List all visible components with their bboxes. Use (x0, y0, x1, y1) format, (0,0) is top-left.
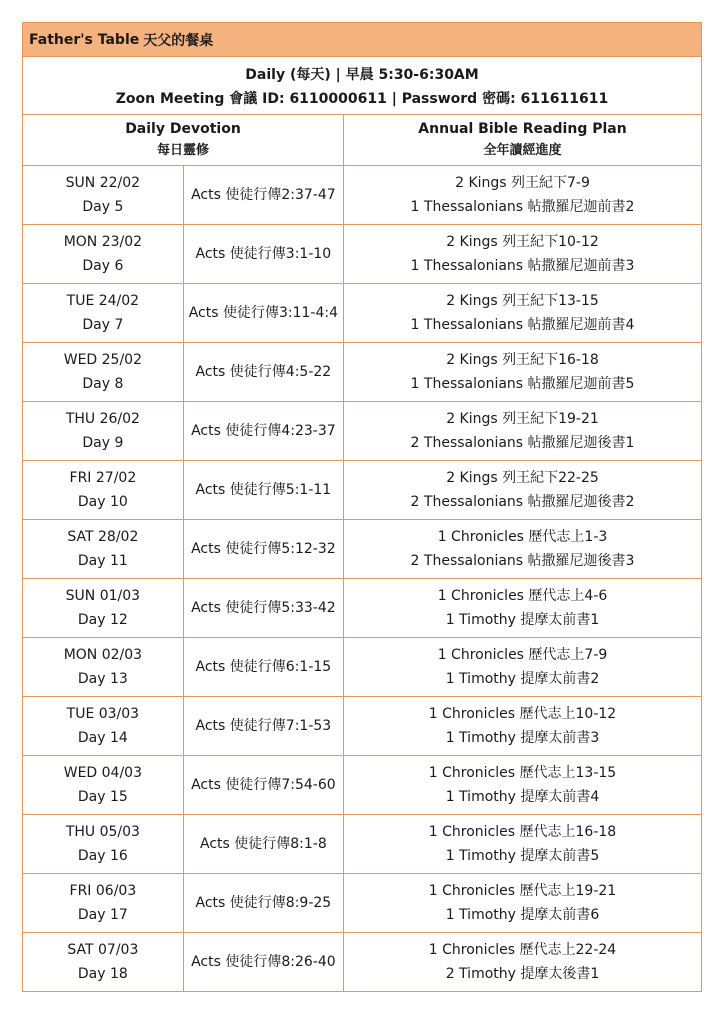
table-row (23, 579, 701, 638)
devotion-cell (183, 638, 343, 697)
date-label: THU 05/03 (65, 824, 140, 840)
reading-plan-cell (344, 638, 702, 697)
date-label: SAT 28/02 (67, 529, 139, 545)
date-label: MON 23/02 (63, 234, 143, 250)
reading-plan-ot: 2 Kings 列王紀下13-15 (446, 293, 599, 309)
devotion-passage: Acts 使徒行傳5:12-32 (191, 541, 336, 557)
reading-plan-ot: 2 Kings 列王紀下22-25 (446, 470, 599, 486)
date-cell (23, 697, 183, 756)
devotion-cell (183, 461, 343, 520)
devotion-passage: Acts 使徒行傳3:1-10 (195, 246, 332, 262)
date-cell (23, 933, 183, 992)
devotion-passage: Acts 使徒行傳6:1-15 (195, 659, 332, 675)
reading-plan-ot: 1 Chronicles 歷代志上10-12 (428, 706, 617, 722)
date-cell (23, 638, 183, 697)
date-cell (23, 579, 183, 638)
reading-plan-cell (344, 815, 702, 874)
schedule-table (23, 115, 701, 991)
reading-plan-cell (344, 579, 702, 638)
reading-plan-ot: 1 Chronicles 歷代志上13-15 (428, 765, 617, 781)
devotion-passage: Acts 使徒行傳4:23-37 (191, 423, 336, 439)
devotion-passage: Acts 使徒行傳7:54-60 (191, 777, 336, 793)
date-cell (23, 343, 183, 402)
devotion-passage: Acts 使徒行傳8:9-25 (195, 895, 332, 911)
reading-plan-cell (344, 343, 702, 402)
table-row (23, 815, 701, 874)
devotion-cell (183, 815, 343, 874)
date-label: TUE 03/03 (66, 706, 140, 722)
date-label: SUN 22/02 (65, 175, 141, 191)
reading-plan-nt: 1 Thessalonians 帖撒羅尼迦前書4 (410, 317, 635, 333)
day-label: Day 9 (82, 435, 124, 451)
reading-plan-nt: 2 Timothy 提摩太後書1 (445, 966, 600, 982)
reading-plan-ot: 1 Chronicles 歷代志上16-18 (428, 824, 617, 840)
reading-plan-cell (344, 874, 702, 933)
date-label: WED 04/03 (63, 765, 142, 781)
date-cell (23, 874, 183, 933)
table-row (23, 638, 701, 697)
reading-plan-nt: 1 Timothy 提摩太前書3 (445, 730, 600, 746)
reading-plan-ot: 1 Chronicles 歷代志上22-24 (428, 942, 617, 958)
table-header-row (23, 115, 701, 166)
header-daily-devotion (23, 115, 344, 166)
date-cell (23, 225, 183, 284)
reading-plan-nt: 1 Timothy 提摩太前書1 (445, 612, 600, 628)
day-label: Day 15 (77, 789, 128, 805)
reading-plan-ot: 1 Chronicles 歷代志上1-3 (437, 529, 608, 545)
header-plan-zh: 全年讀經進度 (483, 143, 562, 158)
date-label: FRI 27/02 (69, 470, 137, 486)
table-row (23, 225, 701, 284)
reading-plan-ot: 1 Chronicles 歷代志上19-21 (428, 883, 617, 899)
day-label: Day 13 (77, 671, 128, 687)
reading-plan-cell (344, 402, 702, 461)
date-label: SAT 07/03 (67, 942, 139, 958)
devotion-cell (183, 402, 343, 461)
reading-plan-ot: 2 Kings 列王紀下10-12 (446, 234, 599, 250)
devotion-passage: Acts 使徒行傳8:26-40 (191, 954, 336, 970)
date-label: FRI 06/03 (69, 883, 137, 899)
date-label: MON 02/03 (63, 647, 143, 663)
meeting-info (23, 57, 701, 115)
reading-plan-ot: 2 Kings 列王紀下7-9 (455, 175, 590, 191)
reading-plan-nt: 1 Thessalonians 帖撒羅尼迦前書3 (410, 258, 635, 274)
date-cell (23, 815, 183, 874)
header-devotion-en: Daily Devotion (125, 121, 241, 137)
reading-plan-nt: 1 Thessalonians 帖撒羅尼迦前書5 (410, 376, 635, 392)
table-row (23, 520, 701, 579)
reading-plan-cell (344, 284, 702, 343)
devotion-passage: Acts 使徒行傳7:1-53 (195, 718, 332, 734)
devotion-cell (183, 343, 343, 402)
date-label: THU 26/02 (65, 411, 140, 427)
reading-plan-nt: 1 Timothy 提摩太前書4 (445, 789, 600, 805)
reading-plan-nt: 1 Timothy 提摩太前書6 (445, 907, 600, 923)
reading-plan-nt: 1 Timothy 提摩太前書2 (445, 671, 600, 687)
day-label: Day 6 (82, 258, 124, 274)
table-row (23, 874, 701, 933)
date-label: SUN 01/03 (65, 588, 141, 604)
table-row (23, 343, 701, 402)
reading-plan-nt: 1 Timothy 提摩太前書5 (445, 848, 600, 864)
reading-plan-ot: 1 Chronicles 歷代志上7-9 (437, 647, 608, 663)
day-label: Day 16 (77, 848, 128, 864)
day-label: Day 8 (82, 376, 124, 392)
devotion-cell (183, 874, 343, 933)
reading-plan-nt: 2 Thessalonians 帖撒羅尼迦後書1 (410, 435, 635, 451)
date-cell (23, 520, 183, 579)
day-label: Day 11 (77, 553, 128, 569)
date-label: WED 25/02 (63, 352, 142, 368)
table-row (23, 284, 701, 343)
header-devotion-zh: 每日靈修 (156, 143, 209, 158)
day-label: Day 18 (77, 966, 128, 982)
day-label: Day 10 (77, 494, 128, 510)
reading-plan-cell (344, 756, 702, 815)
title-zh: 天父的餐桌 (143, 32, 214, 49)
devotion-passage: Acts 使徒行傳8:1-8 (199, 836, 327, 852)
reading-plan-ot: 2 Kings 列王紀下19-21 (446, 411, 599, 427)
header-plan-en: Annual Bible Reading Plan (418, 121, 627, 137)
reading-plan-cell (344, 461, 702, 520)
devotion-passage: Acts 使徒行傳5:1-11 (195, 482, 332, 498)
reading-schedule-sheet (22, 22, 702, 992)
meeting-time: Daily (每天) | 早晨 5:30-6:30AM (245, 66, 479, 83)
reading-plan-nt: 2 Thessalonians 帖撒羅尼迦後書2 (410, 494, 635, 510)
devotion-cell (183, 579, 343, 638)
devotion-passage: Acts 使徒行傳3:11-4:4 (188, 305, 339, 321)
reading-plan-cell (344, 520, 702, 579)
reading-plan-cell (344, 933, 702, 992)
table-row (23, 697, 701, 756)
table-row (23, 756, 701, 815)
reading-plan-cell (344, 697, 702, 756)
devotion-cell (183, 697, 343, 756)
devotion-cell (183, 520, 343, 579)
devotion-cell (183, 225, 343, 284)
day-label: Day 14 (77, 730, 128, 746)
date-cell (23, 402, 183, 461)
devotion-cell (183, 756, 343, 815)
devotion-passage: Acts 使徒行傳4:5-22 (195, 364, 332, 380)
table-row (23, 461, 701, 520)
meeting-credentials: Zoon Meeting 會議 ID: 6110000611 | Password 密碼: 611611611 (115, 90, 609, 107)
devotion-cell (183, 933, 343, 992)
table-row (23, 933, 701, 992)
reading-plan-ot: 1 Chronicles 歷代志上4-6 (437, 588, 608, 604)
reading-plan-cell (344, 166, 702, 225)
table-row (23, 402, 701, 461)
day-label: Day 17 (77, 907, 128, 923)
devotion-cell (183, 284, 343, 343)
reading-plan-nt: 1 Thessalonians 帖撒羅尼迦前書2 (410, 199, 635, 215)
devotion-passage: Acts 使徒行傳2:37-47 (191, 187, 336, 203)
date-cell (23, 166, 183, 225)
reading-plan-ot: 2 Kings 列王紀下16-18 (446, 352, 599, 368)
reading-plan-nt: 2 Thessalonians 帖撒羅尼迦後書3 (410, 553, 635, 569)
day-label: Day 12 (77, 612, 128, 628)
header-reading-plan (344, 115, 702, 166)
title-bar (23, 23, 701, 57)
date-cell (23, 284, 183, 343)
devotion-passage: Acts 使徒行傳5:33-42 (191, 600, 336, 616)
reading-plan-cell (344, 225, 702, 284)
date-cell (23, 756, 183, 815)
table-row (23, 166, 701, 225)
date-cell (23, 461, 183, 520)
date-label: TUE 24/02 (66, 293, 140, 309)
day-label: Day 7 (82, 317, 124, 333)
day-label: Day 5 (82, 199, 124, 215)
devotion-cell (183, 166, 343, 225)
title-en: Father's Table (29, 31, 140, 48)
